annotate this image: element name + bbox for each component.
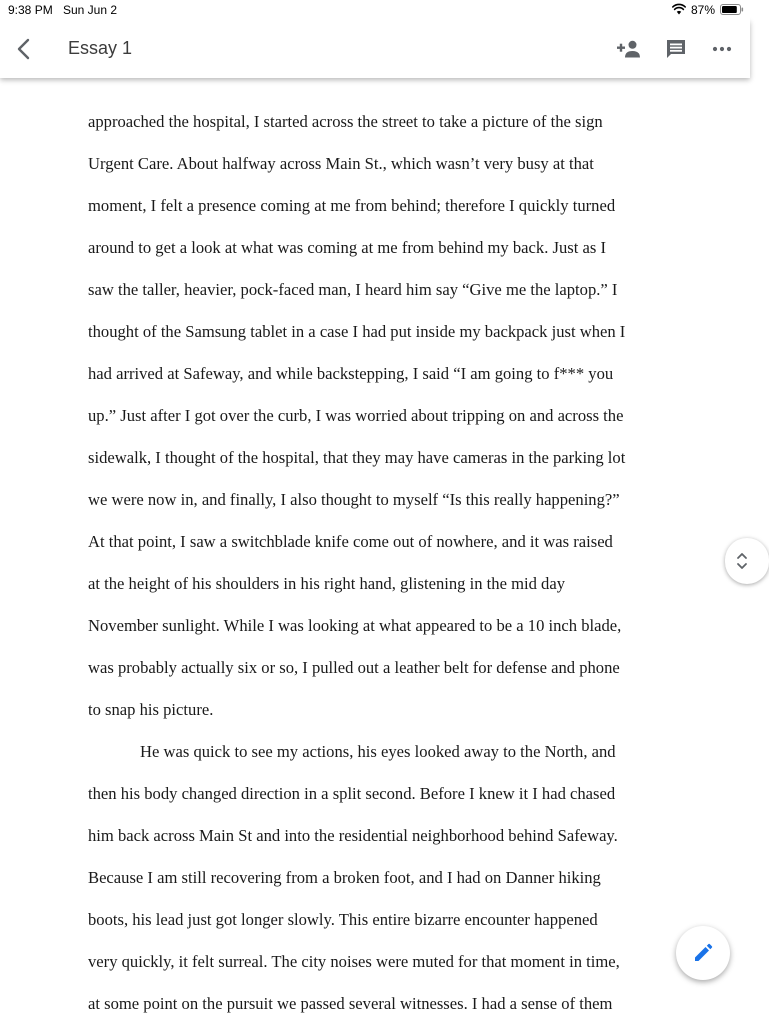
comment-icon bbox=[665, 38, 687, 60]
text-line: very quickly, it felt surreal. The city noises were muted for that moment in time, bbox=[88, 952, 620, 971]
text-line: sidewalk, I thought of the hospital, that they may have cameras in the parking lot bbox=[88, 448, 626, 467]
battery-icon bbox=[720, 4, 744, 15]
status-bar bbox=[0, 0, 750, 20]
text-line: He was quick to see my actions, his eyes looked away to the North, and bbox=[140, 742, 616, 761]
more-options-button[interactable] bbox=[707, 34, 737, 64]
edit-pencil-icon bbox=[692, 942, 714, 964]
text-line: At that point, I saw a switchblade knife come out of nowhere, and it was raised bbox=[88, 532, 613, 551]
battery-percent: 87% bbox=[691, 3, 716, 17]
document-text bbox=[88, 101, 668, 1025]
text-line: him back across Main St and into the residential neighborhood behind Safeway. bbox=[88, 826, 618, 845]
status-date: Sun Jun 2 bbox=[63, 3, 118, 17]
paragraph bbox=[88, 731, 668, 1025]
text-line: saw the taller, heavier, pock-faced man, I heard him say “Give me the laptop.” I bbox=[88, 280, 618, 299]
text-line: at some point on the pursuit we passed several witnesses. I had a sense of them bbox=[88, 994, 613, 1013]
back-button[interactable] bbox=[8, 30, 38, 68]
back-arrow-icon bbox=[16, 38, 30, 60]
paragraph bbox=[88, 101, 668, 731]
document-body[interactable] bbox=[0, 78, 750, 1013]
text-line: approached the hospital, I started across the street to take a picture of the sign bbox=[88, 112, 603, 131]
text-line: boots, his lead just got longer slowly. This entire bizarre encounter happened bbox=[88, 910, 598, 929]
text-line: we were now in, and finally, I also thought to myself “Is this really happening?” bbox=[88, 490, 620, 509]
text-line: up.” Just after I got over the curb, I was worried about tripping on and across the bbox=[88, 406, 624, 425]
more-icon bbox=[712, 46, 732, 52]
edit-button[interactable] bbox=[676, 926, 730, 980]
wifi-icon bbox=[672, 3, 686, 15]
app-header bbox=[0, 20, 750, 78]
comments-button[interactable] bbox=[661, 34, 691, 64]
status-time: 9:38 PM bbox=[8, 3, 53, 17]
document-title: Essay 1 bbox=[68, 38, 133, 58]
text-line: Urgent Care. About halfway across Main St., which wasn’t very busy at that bbox=[88, 154, 594, 173]
share-button[interactable] bbox=[614, 34, 644, 64]
text-line: was probably actually six or so, I pulled out a leather belt for defense and phone bbox=[88, 658, 620, 677]
text-line: then his body changed direction in a split second. Before I knew it I had chased bbox=[88, 784, 616, 803]
text-line: had arrived at Safeway, and while backstepping, I said “I am going to f*** you bbox=[88, 364, 614, 383]
text-line: Because I am still recovering from a broken foot, and I had on Danner hiking bbox=[88, 868, 601, 887]
scroll-handle-icon bbox=[736, 551, 748, 571]
text-line: November sunlight. While I was looking at what appeared to be a 10 inch blade, bbox=[88, 616, 622, 635]
text-line: around to get a look at what was coming at me from behind my back. Just as I bbox=[88, 238, 606, 257]
text-line: at the height of his shoulders in his right hand, glistening in the mid day bbox=[88, 574, 566, 593]
text-line: moment, I felt a presence coming at me from behind; therefore I quickly turned bbox=[88, 196, 616, 215]
text-line: to snap his picture. bbox=[88, 700, 214, 719]
scroll-handle[interactable] bbox=[725, 538, 769, 584]
text-line: thought of the Samsung tablet in a case I had put inside my backpack just when I bbox=[88, 322, 626, 341]
add-person-icon bbox=[616, 39, 642, 59]
